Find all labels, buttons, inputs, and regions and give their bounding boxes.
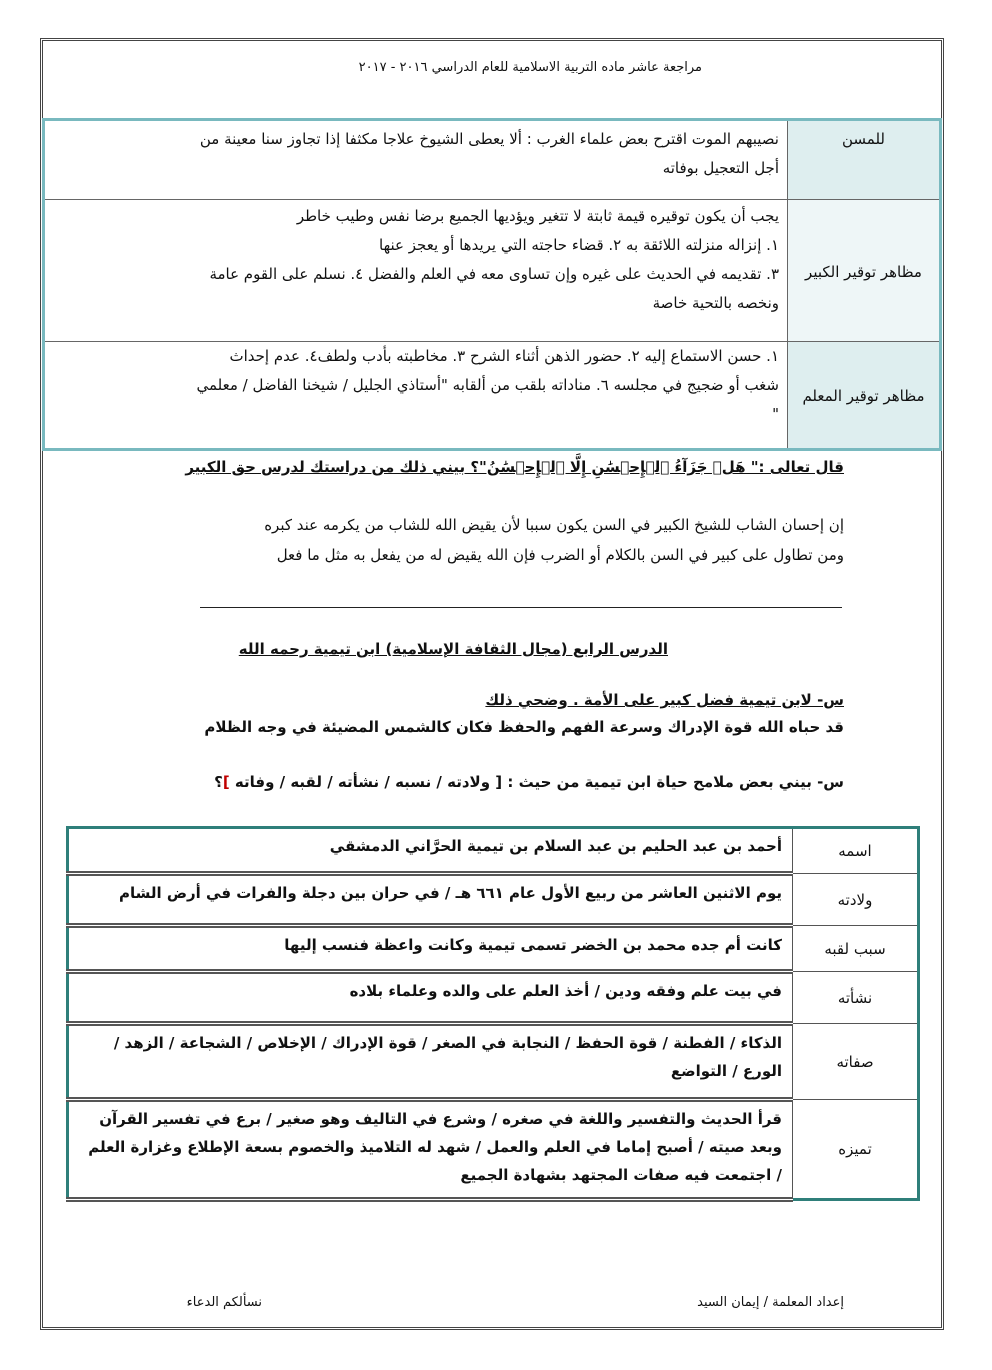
question-2-topics: ولادته / نسبه / نشأته / لقبه / وفاته: [229, 773, 496, 791]
table-row: [68, 874, 919, 926]
content-line: ونخصه بالتحية خاصة: [652, 294, 779, 312]
verse-answer: [144, 510, 844, 570]
content-line: ١. إنزاله منزلته اللائقة به ٢. قضاء حاجته التي يريدها أو يعجز عنها: [379, 236, 779, 254]
close-bracket: ]: [222, 773, 230, 791]
table-row: [68, 926, 919, 972]
verse-question: قال تعالى :" هَلۡ جَزَآءُ ٱلۡإِحۡسَٰنِ إِلَّا ٱلۡإِحۡسَٰنُ"؟ بيني ذلك من دراستك لدرس حق الكبير: [185, 458, 844, 476]
row-content: [44, 200, 788, 342]
page-header: مراجعة عاشر ماده التربية الاسلامية للعام الدراسي ٢٠١٦ - ٢٠١٧: [358, 60, 702, 75]
dua-request: نسألكم الدعاء: [186, 1295, 262, 1310]
content-line: ": [772, 405, 779, 423]
table-row: [68, 828, 919, 874]
table-row: [44, 200, 941, 342]
respect-elders-table: [42, 118, 942, 451]
question-2-prefix: س- بيني بعض ملامح حياة ابن تيمية من حيث :: [502, 773, 844, 791]
content-line: ١. حسن الاستماع إليه ٢. حضور الذهن أثناء الشرح ٣. مخاطبته بأدب ولطف٤. عدم إحداث: [229, 347, 779, 365]
row-content: [44, 120, 788, 200]
table-row: [68, 972, 919, 1024]
row-label: ولادته: [793, 874, 919, 926]
answer-1: قد حباه الله قوة الإدراك وسرعة الفهم والحفظ فكان كالشمس المضيئة في وجه الظلام: [204, 718, 844, 736]
row-label-text: مظاهر توقير المعلم: [802, 387, 925, 405]
question-mark: ؟: [214, 773, 223, 791]
prepared-by: إعداد المعلمة / إيمان السيد: [697, 1295, 844, 1310]
lesson-title: الدرس الرابع (مجال الثقافة الإسلامية) ابن تيمية رحمه الله: [238, 640, 668, 658]
row-label: اسمه: [793, 828, 919, 874]
table-row: [68, 1024, 919, 1100]
table-row: [44, 342, 941, 450]
table-row: [68, 1100, 919, 1200]
question-2: [214, 773, 844, 791]
question-1: س- لابن تيمية فضل كبير على الأمة . وضحي ذلك: [485, 691, 844, 709]
row-label: تميزه: [793, 1100, 919, 1200]
open-bracket: [: [495, 773, 503, 791]
content-line: ٣. تقديمه في الحديث على غيره وإن تساوى معه في العلم والفضل ٤. نسلم على القوم عامة: [209, 265, 779, 283]
row-label: سبب لقبه: [793, 926, 919, 972]
content-line: أجل التعجيل بوفاته: [662, 159, 779, 177]
row-value: أحمد بن عبد الحليم بن عبد السلام بن تيمية الحرَّاني الدمشقي: [68, 828, 793, 874]
row-label: [788, 200, 941, 342]
row-value: كانت أم جده محمد بن الخضر تسمى تيمية وكانت واعظة فنسب إليها: [68, 926, 793, 972]
row-label-text: مظاهر توقير الكبير: [805, 262, 922, 281]
table-row: [44, 120, 941, 200]
row-label: [788, 342, 941, 450]
row-value: الذكاء / الفطنة / قوة الحفظ / النجابة في الصغر / قوة الإدراك / الإخلاص / الشجاعة / الزهد / الورع / التواضع: [68, 1024, 793, 1100]
row-value: يوم الاثنين العاشر من ربيع الأول عام ٦٦١ هـ / في حران بين دجلة والفرات في أرض الشام: [68, 874, 793, 926]
row-value: في بيت علم وفقه ودين / أخذ العلم على والده وعلماء بلاده: [68, 972, 793, 1024]
content-line: شغب أو ضجيج في مجلسه ٦. مناداته بلقب من ألقابه "أستاذي الجليل / شيخنا الفاضل / معلمي: [196, 376, 779, 394]
row-value: قرأ الحديث والتفسير واللغة في صغره / وشرع في التاليف وهو صغير / برع في تفسير القرآن وبعد صيته / أصبح إماما في العلم والعمل / شهد له التلاميذ والخصوم بسعة الإطلاع وغزارة العلم / اجتمعت فيه صفات المجتهد بشهادة الجميع: [68, 1100, 793, 1200]
answer-line: إن إحسان الشاب للشيخ الكبير في السن يكون سببا لأن يقيض الله للشاب من يكرمه عند كبره: [264, 516, 844, 534]
divider: [200, 607, 842, 608]
content-line: نصيبهم الموت اقترح بعض علماء الغرب : ألا يعطى الشيوخ علاجا مكثفا إذا تجاوز سنا معينة من: [199, 130, 779, 148]
row-label: نشأته: [793, 972, 919, 1024]
row-content: [44, 342, 788, 450]
answer-line: ومن تطاول على كبير في السن بالكلام أو الضرب فإن الله يقيض له من يفعل به مثل ما فعل: [276, 546, 844, 564]
row-label: للمسن: [788, 120, 941, 200]
ibn-taymiyyah-table: [66, 826, 920, 1202]
row-label: صفاته: [793, 1024, 919, 1100]
content-line: يجب أن يكون توقيره قيمة ثابتة لا تتغير ويؤديها الجميع برضا نفس وطيب خاطر: [296, 207, 779, 225]
